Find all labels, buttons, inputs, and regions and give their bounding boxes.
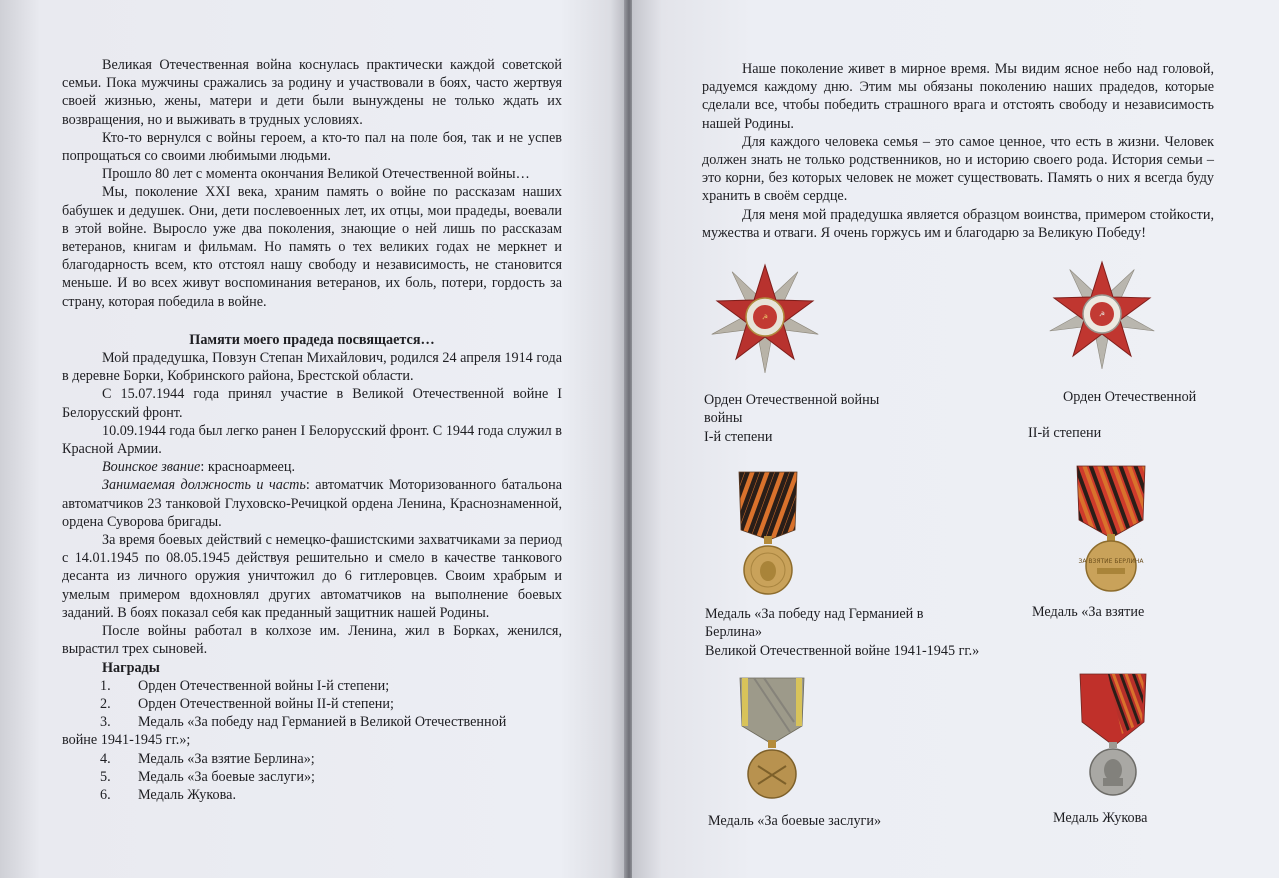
battle-merit-medal-icon <box>734 676 810 802</box>
order-2-caption-line1: Орден Отечественной <box>1063 389 1197 405</box>
paragraph: За время боевых действий с немецко-фашистскими захватчиками за период с 14.01.1945 по 08.05.1945 действуя решительно и смело в качестве танкового десанта из личного оружия уничтожил до 6 гитлеровцев. Своим храбрым и умелым примером вдохновлял других автоматчиков на выполнение боевых заданий. В боях показал себя как преданный защитник нашей Родины. <box>62 532 562 621</box>
paragraph: После войны работал в колхозе им. Ленина, жил в Борках, женился, вырастил трех сыновей. <box>62 623 562 658</box>
paragraph: Для каждого человека семья – это самое ценное, что есть в жизни. Человек должен знать не только родственников, но и историю своего рода. История семьи – это корни, без которых человек не может существовать. Память о них я всегда буду хранить в своём сердце. <box>702 133 1214 205</box>
list-item: 3. Медаль «За победу над Германией в Великой Отечественной <box>100 714 507 731</box>
left-page-text <box>62 56 562 804</box>
paragraph: Наше поколение живет в мирное время. Мы видим ясное небо над головой, радуемся каждому дню. Этим мы обязаны поколению наших прадедов, которые сделали все, чтобы победить страшного врага и отстоять свободу и независимость нашей Родины. <box>702 61 1214 132</box>
capture-of-berlin-medal-icon <box>1073 464 1149 594</box>
list-item: 1. Орден Отечественной войны I-й степени; <box>100 677 390 694</box>
svg-text:☭: ☭ <box>761 313 769 322</box>
position-label: Занимаемая должность и часть <box>102 477 306 494</box>
berlin-medal-caption: Медаль «За взятие <box>1032 604 1145 620</box>
paragraph: С 15.07.1944 года принял участие в Великой Отечественной войне I Белорусский фронт. <box>62 386 562 421</box>
list-item-continuation: войне 1941-1945 гг.»; <box>62 732 191 749</box>
paragraph: 10.09.1944 года был легко ранен I Белорусский фронт. С 1944 года служил в Красной Армии. <box>62 422 562 458</box>
awards-list <box>62 677 562 804</box>
paragraph: Мы, поколение XXI века, храним память о войне по рассказам наших бабушек и дедушек. Они, дети послевоенных лет, их отцы, мои прадеды, воевали в этой войне. Выросло уже два поколения, знающие о ней лишь по рассказам ветеранов, книгам и фильмам. Но память о тех великих годах не меркнет и благодарность всем, кто отстоял нашу свободу и независимость, не становится меньше. И во всех живут воспоминания ветеранов, их боль, потери, гордость за страну, которая победила в войне. <box>62 184 562 310</box>
position-value: : автоматчик Моторизованного батальона автоматчиков 23 танковой Глуховско-Речицкой ордена Ленина, Краснознаменной, ордена Суворова бригады. <box>62 477 562 530</box>
berlin-medal-text: ЗА ВЗЯТИЕ БЕРЛИНА <box>1078 558 1144 565</box>
svg-text:☭: ☭ <box>1098 310 1106 319</box>
list-item: 5. Медаль «За боевые заслуги»; <box>100 768 315 785</box>
victory-medal-caption: Медаль «За победу над Германией в Берлина» Великой Отечественной войне 1941-1945 гг.» <box>705 606 980 659</box>
list-item: 2. Орден Отечественной войны II-й степени; <box>100 695 394 712</box>
order-patriotic-war-2-icon <box>1044 256 1160 372</box>
paragraph: Кто-то вернулся с войны героем, а кто-то пал на поле боя, так и не успев попрощаться со своими любимыми людьми. <box>62 129 562 165</box>
order-1-caption: Орден Отечественной войны войны I-й степени <box>704 392 880 445</box>
left-page <box>0 0 626 878</box>
paragraph: Прошло 80 лет с момента окончания Великой Отечественной войны… <box>102 166 530 183</box>
rank-paragraph <box>62 458 562 476</box>
list-item: 6. Медаль Жукова. <box>100 786 237 803</box>
position-paragraph <box>62 476 562 531</box>
right-page-text <box>702 60 1214 242</box>
zhukov-medal-caption: Медаль Жукова <box>1053 810 1148 826</box>
paragraph: Великая Отечественная война коснулась практически каждой советской семьи. Пока мужчины сражались за родину и участвовали в боях, часто жертвуя своей жизнью, жены, матери и дети были вынуждены не только ждать их возвращения, но и выживать в трудных условиях. <box>62 57 562 128</box>
order-2-caption-line2: II-й степени <box>1028 425 1102 441</box>
order-patriotic-war-1-icon <box>706 258 824 376</box>
list-item: 4. Медаль «За взятие Берлина»; <box>100 750 315 767</box>
rank-value: : красноармеец. <box>200 459 295 476</box>
paragraph: Мой прадедушка, Повзун Степан Михайлович, родился 24 апреля 1914 года в деревне Борки, Кобринского района, Брестской области. <box>62 350 562 385</box>
paragraph: Для меня мой прадедушка является образцом воинства, примером стойкости, мужества и отваги. Я очень горжусь им и благодарю за Великую Победу! <box>702 206 1214 241</box>
rank-label: Воинское звание <box>102 459 201 476</box>
awards-heading: Награды <box>102 659 160 676</box>
merit-medal-caption: Медаль «За боевые заслуги» <box>708 813 882 829</box>
victory-over-germany-medal-icon <box>731 470 805 602</box>
dedication-heading: Памяти моего прадеда посвящается… <box>189 331 435 348</box>
zhukov-medal-icon <box>1078 672 1148 800</box>
